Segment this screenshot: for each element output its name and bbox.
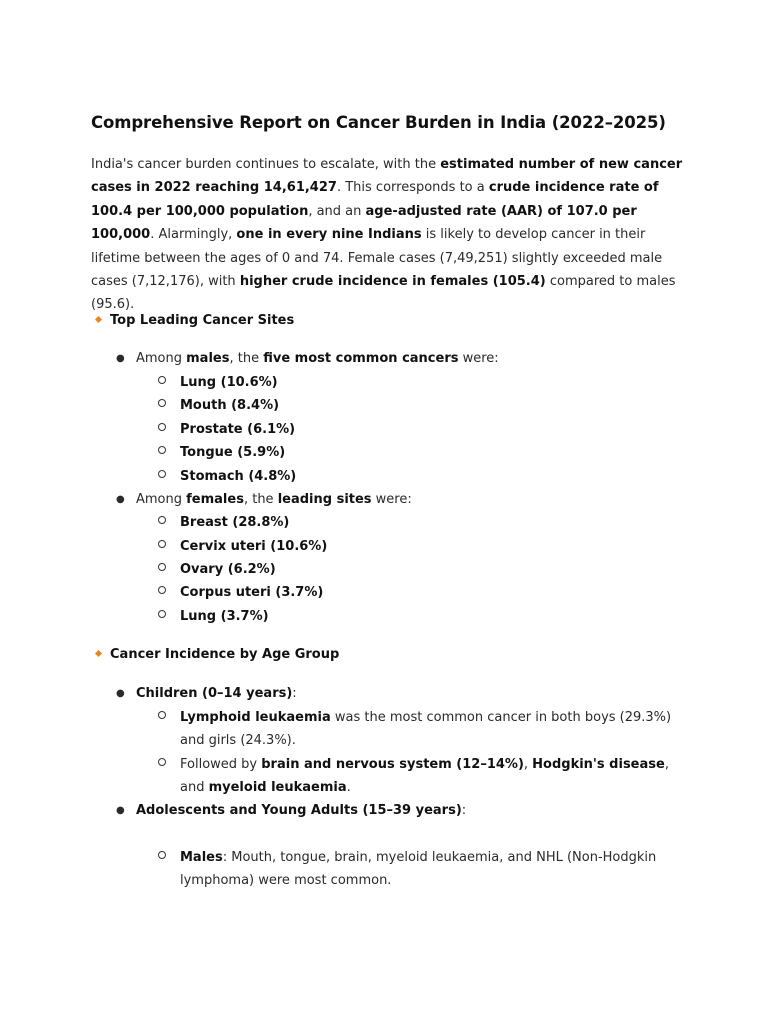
ring-bullet-icon [158,399,166,407]
section-heading-top-sites [96,312,294,330]
bold-text-run: males [186,351,230,366]
text-run: compared to males (95.6). [91,274,676,313]
bold-text-run: estimated number of new cancer cases in 2022 reaching 14,61,427 [91,157,683,196]
section-heading-text: Top Leading Cancer Sites [110,313,295,328]
ring-bullet-icon [158,758,166,766]
list-item: Lung (10.6%) [158,371,678,394]
ring-bullet-icon [158,586,166,594]
list-item: Stomach (4.8%) [158,465,678,488]
bullet-dot-icon: ● [116,353,125,364]
bold-text-run: Hodgkin's disease [532,757,665,772]
ring-bullet-icon [158,470,166,478]
text-run: Among [136,492,187,507]
bold-text-run: one in every nine Indians [236,227,422,243]
ring-bullet-icon [158,610,166,618]
list-item-followed-by [158,753,678,800]
diamond-bullet-icon [95,650,102,657]
list-item: Prostate (6.1%) [158,418,678,441]
text-run: , and [180,757,669,796]
list-item-lymphoid [158,706,678,753]
list-item-males-aya [158,846,678,893]
bold-text-run: brain and nervous system (12–14%) [261,757,524,772]
females-text [136,492,412,507]
ring-bullet-icon [158,711,166,719]
ring-bullet-icon [158,446,166,454]
list-item: Tongue (5.9%) [158,441,678,464]
text-run: Followed by [180,757,262,772]
text-run: . Alarmingly, [150,227,237,243]
ring-bullet-icon [158,851,166,859]
list-item: Cervix uteri (10.6%) [158,535,678,558]
section-heading-age-group [96,646,339,664]
text-run: , the [243,492,278,507]
section-heading-text: Cancer Incidence by Age Group [110,647,340,662]
ring-bullet-icon [158,563,166,571]
text-run: , and an [308,203,366,219]
text-run: : Mouth, tongue, brain, myeloid leukaemia, and NHL (Non-Hodgkin lymphoma) were most common. [180,850,657,889]
text-run: is likely to develop cancer in their lifetime between the ages of 0 and 74. Female cases (7,49,251) slightly exceeded male cases (7,12,176), with [91,227,663,290]
list-item: Ovary (6.2%) [158,558,678,581]
bold-text-run: Lymphoid leukaemia [180,710,331,725]
text-run: . [346,780,351,796]
ring-bullet-icon [158,423,166,431]
text-run: Among [136,351,187,366]
text-run: India's cancer burden continues to escalate, with the [91,157,441,172]
ring-bullet-icon [158,376,166,384]
list-item: Corpus uteri (3.7%) [158,581,678,604]
bullet-dot-icon: ● [116,688,125,699]
bold-text-run: crude incidence rate of 100.4 per 100,000 population [91,180,659,219]
adolescents-label: Adolescents and Young Adults (15–39 years) [136,803,462,818]
bold-text-run: myeloid leukaemia [208,780,347,796]
bold-text-run: age-adjusted rate (AAR) of 107.0 per 100,000 [91,203,637,243]
list-item: Breast (28.8%) [158,511,678,534]
text-run: , [523,757,533,772]
bold-text-run: higher crude incidence in females (105.4) [239,274,546,290]
diamond-bullet-icon [95,316,102,323]
list-item-children: ● Children (0–14 years): [116,686,297,701]
text-run: were: [458,351,499,366]
list-item: Lung (3.7%) [158,605,678,628]
report-title: Comprehensive Report on Cancer Burden in India (2022–2025) [91,113,666,132]
bold-text-run: Males [180,850,223,865]
males-text [136,351,499,366]
ring-bullet-icon [158,516,166,524]
intro-paragraph [91,153,691,317]
list-item-adolescents: ● Adolescents and Young Adults (15–39 years): [116,803,467,818]
bullet-dot-icon: ● [116,805,125,816]
ring-bullet-icon [158,540,166,548]
list-item-females [116,491,412,509]
bold-text-run: leading sites [277,492,372,507]
text-run: . This corresponds to a [336,180,489,196]
bullet-dot-icon: ● [116,494,125,505]
list-item: Mouth (8.4%) [158,394,678,417]
bold-text-run: five most common cancers [263,351,459,366]
text-run: , the [229,351,264,366]
children-label: Children (0–14 years) [136,686,293,701]
list-item-males [116,350,499,368]
bold-text-run: females [186,492,244,507]
text-run: were: [371,492,412,507]
text-run: was the most common cancer in both boys (29.3%) and girls (24.3%). [180,710,672,749]
